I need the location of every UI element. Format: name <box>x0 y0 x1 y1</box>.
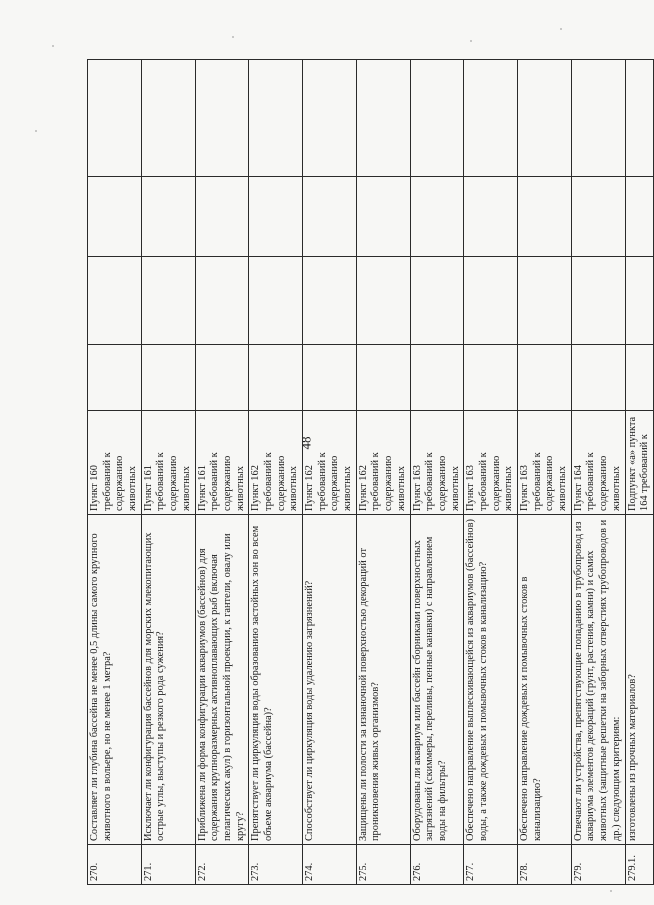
requirement-question-cell: Обеспечено направление выплескивающейся из аквариумов (бассейнов) воды, а также дождевых и помывочных стоков в канализацию? <box>464 515 518 845</box>
answer-yes-cell <box>464 345 518 411</box>
requirement-question-cell: Оборудованы ли аквариум или бассейн сборниками поверхностных загрязнений (скиммеры, переливы, пенные канавки) с направлением воды на фильтры? <box>410 515 464 845</box>
answer-not-applicable-cell <box>571 177 625 257</box>
regulation-reference-cell: Подпункт «а» пункта 164 требований к <box>625 411 653 515</box>
regulation-reference-cell: Пункт 160 требований к содержанию животных <box>88 411 142 515</box>
regulation-reference-cell: Пункт 163 требований к содержанию животных <box>518 411 572 515</box>
table-row <box>303 60 357 885</box>
answer-no-cell <box>518 257 572 345</box>
regulation-reference-cell: Пункт 162 требований к содержанию животных <box>249 411 303 515</box>
regulation-reference-cell: Пункт 161 требований к содержанию животных <box>195 411 249 515</box>
answer-not-applicable-cell <box>518 177 572 257</box>
answer-no-cell <box>571 257 625 345</box>
row-number-cell: 276. <box>410 845 464 885</box>
checklist-table <box>87 59 654 885</box>
notes-cell <box>625 60 653 177</box>
requirement-question-cell: изготовлены из прочных материалов? <box>625 515 653 845</box>
regulation-reference-cell: Пункт 164 требований к содержанию животных <box>571 411 625 515</box>
answer-no-cell <box>303 257 357 345</box>
row-number-cell: 278. <box>518 845 572 885</box>
answer-yes-cell <box>571 345 625 411</box>
answer-yes-cell <box>518 345 572 411</box>
notes-cell <box>88 60 142 177</box>
answer-no-cell <box>88 257 142 345</box>
regulation-reference-cell: Пункт 162 требований к содержанию животных <box>356 411 410 515</box>
answer-not-applicable-cell <box>141 177 195 257</box>
checklist-rows <box>88 60 654 885</box>
requirement-question-cell: Отвечают ли устройства, препятствующие попаданию в трубопровод из аквариума элементов декораций (грунт, растения, камни) и самих животных (защитные решетки на заборных отверстиях трубопроводов и др.) следующим критериям: <box>571 515 625 845</box>
answer-no-cell <box>195 257 249 345</box>
answer-not-applicable-cell <box>356 177 410 257</box>
answer-not-applicable-cell <box>410 177 464 257</box>
table-row <box>410 60 464 885</box>
answer-yes-cell <box>410 345 464 411</box>
answer-not-applicable-cell <box>88 177 142 257</box>
notes-cell <box>141 60 195 177</box>
row-number-cell: 279. <box>571 845 625 885</box>
answer-not-applicable-cell <box>625 177 653 257</box>
notes-cell <box>356 60 410 177</box>
notes-cell <box>410 60 464 177</box>
table-row <box>356 60 410 885</box>
answer-yes-cell <box>141 345 195 411</box>
answer-not-applicable-cell <box>303 177 357 257</box>
scan-speck <box>470 40 472 42</box>
row-number-cell: 279.1. <box>625 845 653 885</box>
requirement-question-cell: Обеспечено направление дождевых и помывочных стоков в канализацию? <box>518 515 572 845</box>
answer-yes-cell <box>195 345 249 411</box>
answer-yes-cell <box>303 345 357 411</box>
answer-no-cell <box>249 257 303 345</box>
table-row <box>249 60 303 885</box>
answer-no-cell <box>356 257 410 345</box>
regulation-reference-cell: Пункт 163 требований к содержанию животных <box>410 411 464 515</box>
row-number-cell: 270. <box>88 845 142 885</box>
answer-no-cell <box>464 257 518 345</box>
table-row <box>518 60 572 885</box>
table-row <box>88 60 142 885</box>
answer-yes-cell <box>88 345 142 411</box>
row-number-cell: 277. <box>464 845 518 885</box>
table-row <box>141 60 195 885</box>
notes-cell <box>249 60 303 177</box>
scan-speck <box>610 890 612 892</box>
requirement-question-cell: Способствует ли циркуляция воды удалению загрязнений? <box>303 515 357 845</box>
requirement-question-cell: Препятствует ли циркуляция воды образованию застойных зон во всем объеме аквариума (бассейна)? <box>249 515 303 845</box>
answer-not-applicable-cell <box>464 177 518 257</box>
requirement-question-cell: Составляет ли глубина бассейна не менее 0,5 длины самого крупного животного в вольере, но не менее 1 метра? <box>88 515 142 845</box>
scan-speck <box>35 130 37 132</box>
row-number-cell: 271. <box>141 845 195 885</box>
answer-no-cell <box>410 257 464 345</box>
notes-cell <box>195 60 249 177</box>
table-row <box>195 60 249 885</box>
scan-speck <box>52 45 54 47</box>
page-number: 48 <box>298 436 314 450</box>
answer-yes-cell <box>249 345 303 411</box>
regulation-reference-cell: Пункт 162 требований к содержанию животных <box>303 411 357 515</box>
answer-not-applicable-cell <box>195 177 249 257</box>
answer-yes-cell <box>625 345 653 411</box>
table-row <box>464 60 518 885</box>
regulation-reference-cell: Пункт 161 требований к содержанию животных <box>141 411 195 515</box>
row-number-cell: 274. <box>303 845 357 885</box>
notes-cell <box>518 60 572 177</box>
notes-cell <box>303 60 357 177</box>
row-number-cell: 275. <box>356 845 410 885</box>
answer-no-cell <box>141 257 195 345</box>
requirement-question-cell: Приближена ли форма конфигурации аквариумов (бассейнов) для содержания крупноразмерных активноплавающих рыб (включая пелагических акул) в горизонтальной проекции, к гантели, овалу или кругу? <box>195 515 249 845</box>
row-number-cell: 272. <box>195 845 249 885</box>
answer-not-applicable-cell <box>249 177 303 257</box>
row-number-cell: 273. <box>249 845 303 885</box>
requirement-question-cell: Исключает ли конфигурация бассейнов для морских млекопитающих острые углы, выступы и резкого рода сужения? <box>141 515 195 845</box>
table-row <box>571 60 625 885</box>
requirement-question-cell: Защищены ли полости за изнаночной поверхностью декораций от проникновения живых организмов? <box>356 515 410 845</box>
regulation-reference-cell: Пункт 163 требований к содержанию животных <box>464 411 518 515</box>
answer-yes-cell <box>356 345 410 411</box>
notes-cell <box>571 60 625 177</box>
answer-no-cell <box>625 257 653 345</box>
table-row <box>625 60 653 885</box>
scan-speck <box>560 28 562 30</box>
scan-speck <box>232 36 234 38</box>
rotated-table-sheet <box>87 60 651 885</box>
notes-cell <box>464 60 518 177</box>
